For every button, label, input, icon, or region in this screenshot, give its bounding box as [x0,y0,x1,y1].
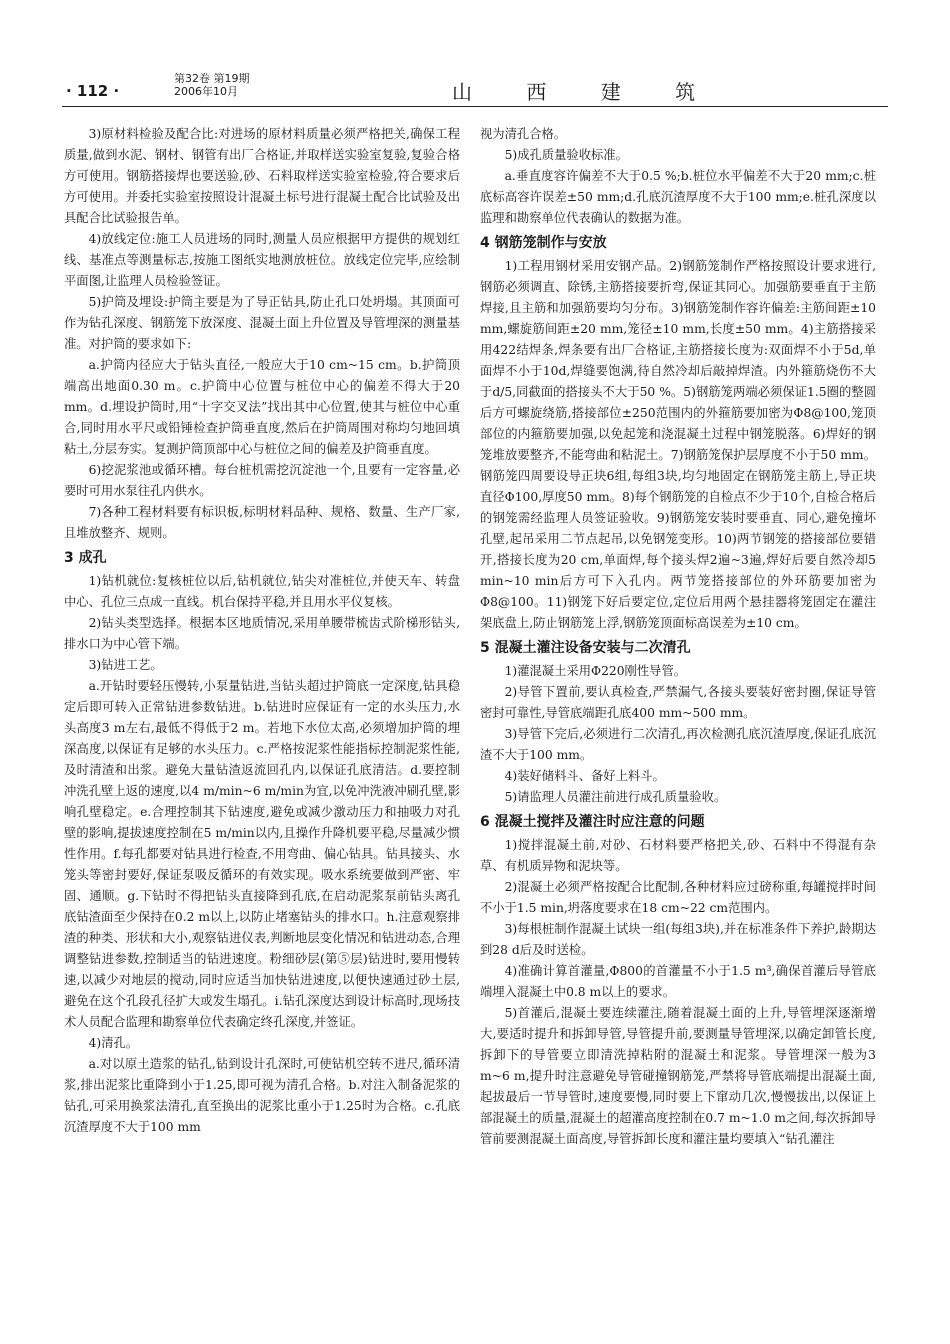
paragraph: 视为清孔合格。 [480,127,567,141]
paragraph: 5)首灌后,混凝土要连续灌注,随着混凝土面的上升,导管埋深逐渐增大,要适时提升和拆卸导管,导管提升前,要测量导管埋深,以确定卸管长度,拆卸下的导管要立即清洗掉粘附的混凝土和泥浆。导管埋深一般为3 m~6 m,提升时注意避免导管碰撞钢筋笼,严禁将导管底端提出混凝土面,起拔最后一节导管时,速度要慢,同时要上下窜动几次,慢慢拔出,以保证上部混凝土的质量,混凝土的超灌高度控制在0.7 m~1.0 m之间,每次拆卸导管前要测混凝土面高度,导管拆卸长度和灌注量均要填入“钻孔灌注 [480,1006,876,1146]
paragraph: 1)灌混凝土采用Φ220刚性导管。 [504,664,687,678]
paragraph: 4)准确计算首灌量,Φ800的首灌量不小于1.5 m³,确保首灌后导管底端埋入混凝土中0.8 m以上的要求。 [480,964,876,999]
paragraph: 2)钻头类型选择。根据本区地质情况,采用单腰带梳齿式阶梯形钻头,排水口为中心管下端。 [64,616,460,651]
paragraph: 4)清孔。 [88,1036,139,1050]
left-column [64,124,460,1138]
paragraph: a.对以原土造浆的钻孔,钻到设计孔深时,可使钻机空转不进尺,循环清浆,排出泥浆比重降到小于1.25,即可视为清孔合格。b.对注入制备泥浆的钻孔,可采用换浆法清孔,直至换出的泥浆比重小于1.25时为合格。c.孔底沉渣厚度不大于100 mm [64,1057,460,1134]
section-heading: 3 成孔 [64,550,107,566]
volume-issue: 第32卷 第19期 [174,72,250,85]
journal-title: 山 西 建 筑 [452,80,720,104]
issue-info [174,72,250,98]
paragraph: 7)各种工程材料要有标识板,标明材料品种、规格、数量、生产厂家,且堆放整齐、规则。 [64,505,460,540]
section-heading: 4 钢筋笼制作与安放 [480,235,607,251]
paragraph: a.垂直度容许偏差不大于0.5 %;b.桩位水平偏差不大于20 mm;c.桩底标高容许误差±50 mm;d.孔底沉渣厚度不大于100 mm;e.桩孔深度以监理和勘察单位代表确认的数据为准。 [480,169,876,225]
section-heading: 6 混凝土搅拌及灌注时应注意的问题 [480,814,705,830]
paragraph: 2)导管下置前,要认真检查,严禁漏气,各接头要装好密封圈,保证导管密封可靠性,导管底端距孔底400 mm~500 mm。 [480,685,876,720]
paragraph: 3)导管下完后,必须进行二次清孔,再次检测孔底沉渣厚度,保证孔底沉渣不大于100 mm。 [480,727,876,762]
paragraph: 4)装好储料斗、备好上料斗。 [504,769,665,783]
paragraph: 3)每根桩制作混凝土试块一组(每组3块),并在标准条件下养护,龄期达到28 d后及时送检。 [480,922,876,957]
paragraph: 2)混凝土必须严格按配合比配制,各种材料应过磅称重,每罐搅拌时间不小于1.5 min,坍落度要求在18 cm~22 cm范围内。 [480,880,876,915]
page-number: · 112 · [66,82,120,100]
paragraph: 3)钻进工艺。 [88,658,163,672]
paragraph: a.开钻时要轻压慢转,小泵量钻进,当钻头超过护筒底一定深度,钻具稳定后即可转入正常钻进参数钻进。b.钻进时应保证有一定的水头压力,水头高度3 m左右,最低不得低于2 m。若地下水位太高,必须增加护筒的埋深高度,以保证有足够的水头压力。c.严格按泥浆性能指标控制泥浆性能,及时清渣和出浆。避免大量钻渣返流回孔内,以保证孔底清洁。d.要控制冲洗孔壁上返的速度,以4 m/min~6 m/min为宜,以免冲洗液冲刷孔壁,影响孔壁稳定。e.合理控制其下钻速度,避免或减少激动压力和抽吸力对孔壁的影响,提拔速度控制在5 m/min以内,且操作升降机要平稳,尽量减少惯性作用。f.每孔都要对钻具进行检查,不用弯曲、偏心钻具。钻具接头、水笼头等密封要好,保证泵吸反循环的有效实现。吸水系统要做到严密、牢固、通顺。g.下钻时不得把钻头直接降到孔底,在启动泥浆泵前钻头离孔底钻渣面至少保持在0.2 m以上,以防止堵塞钻头的排水口。h.注意观察排渣的种类、形状和大小,观察钻进仪表,判断地层变化情况和钻进动态,合理调整钻进参数,控制适当的钻进速度。粉细砂层(第⑤层)钻进时,要用慢转速,以减少对地层的搅动,同时应适当加快钻进速度,以便快速通过砂土层,避免在这个孔段孔径扩大或发生塌孔。i.钻孔深度达到设计标高时,现场技术人员配合监理和勘察单位代表确定终孔深度,并签证。 [64,679,460,1029]
issue-date: 2006年10月 [174,85,238,98]
paragraph: 5)请监理人员灌注前进行成孔质量验收。 [504,790,727,804]
paragraph: 1)钻机就位:复核桩位以后,钻机就位,钻尖对准桩位,并使天车、转盘中心、孔位三点成一直线。机台保持平稳,并且用水平仪复核。 [64,574,460,609]
paragraph: 3)原材料检验及配合比:对进场的原材料质量必须严格把关,确保工程质量,做到水泥、钢材、钢管有出厂合格证,并取样送实验室复验,复验合格方可使用。钢筋搭接焊也要送验,砂、石料取样送实验室检验,符合要求后方可使用。并委托实验室按照设计混凝土标号进行混凝土配合比试验及出具配合比试验报告单。 [64,127,460,225]
page-header [62,68,888,107]
right-column [480,124,876,1150]
paragraph: 1)搅拌混凝土前,对砂、石材料要严格把关,砂、石料中不得混有杂草、有机质异物和泥块等。 [480,838,876,873]
section-heading: 5 混凝土灌注设备安装与二次清孔 [480,640,691,656]
paragraph: a.护筒内径应大于钻头直径,一般应大于10 cm~15 cm。b.护筒顶端高出地面0.30 m。c.护筒中心位置与桩位中心的偏差不得大于20 mm。d.埋设护筒时,用“十字交叉法”找出其中心位置,使其与桩位中心重合,同时用水平尺或铅锤检查护筒垂直度,然后在护筒周围对称均匀地回填粘土,分层夯实。复测护筒顶部中心与桩位之间的偏差及护筒垂直度。 [64,358,460,456]
paragraph: 5)护筒及埋设:护筒主要是为了导正钻具,防止孔口处坍塌。其顶面可作为钻孔深度、钢筋笼下放深度、混凝土面上升位置及导管埋深的测量基准。对护筒的要求如下: [64,295,460,351]
paragraph: 4)放线定位:施工人员进场的同时,测量人员应根据甲方提供的规划红线、基准点等测量标志,按施工图纸实地测放桩位。放线定位完毕,应绘制平面图,让监理人员检验签证。 [64,232,460,288]
paragraph: 1)工程用钢材采用安钢产品。2)钢筋笼制作严格按照设计要求进行,钢筋必须调直、除锈,主筋搭接要折弯,保证其同心。加强筋要垂直于主筋焊接,且主筋和加强筋要均匀分布。3)钢筋笼制作容许偏差:主筋间距±10 mm,螺旋筋间距±20 mm,笼径±10 mm,长度±50 mm。4)主筋搭接采用422结焊条,焊条要有出厂合格证,主筋搭接长度为:双面焊不小于5d,单面焊不小于10d,焊缝要饱满,待自然冷却后敲掉焊渣。内外箍筋烧伤不大于d/5,同截面的搭接头不大于50 %。5)钢筋笼两端必须保证1.5圈的整圆后方可螺旋绕筋,搭接部位±250范围内的外箍筋要加密为Φ8@100,笼顶部位的内箍筋要加强,以免起笼和浇混凝土过程中钢笼脱落。6)焊好的钢笼堆放要整齐,不能弯曲和粘泥土。7)钢筋笼保护层厚度不小于50 mm。钢筋笼四周要设导正块6组,每组3块,均匀地固定在钢筋笼主筋上,导正块直径Φ100,厚度50 mm。8)每个钢筋笼的自检点不少于10个,自检合格后的钢笼需经监理人员签证验收。9)钢筋笼安装时要垂直、同心,避免撞坏孔壁,起吊采用二节点起吊,以免钢笼变形。10)两节钢笼的搭接部位要错开,搭接长度为20 cm,单面焊,每个接头焊2遍~3遍,焊好后要自然冷却5 min~10 min后方可下入孔内。两节笼搭接部位的外环筋要加密为Φ8@100。11)钢笼下好后要定位,定位后用两个悬挂器将笼固定在灌注架底盘上,防止钢筋笼上浮,钢筋笼顶面标高误差为±10 cm。 [480,259,876,630]
paragraph: 6)挖泥浆池或循环槽。每台桩机需挖沉淀池一个,且要有一定容量,必要时可用水泵往孔内供水。 [64,463,460,498]
paragraph: 5)成孔质量验收标准。 [504,148,628,162]
